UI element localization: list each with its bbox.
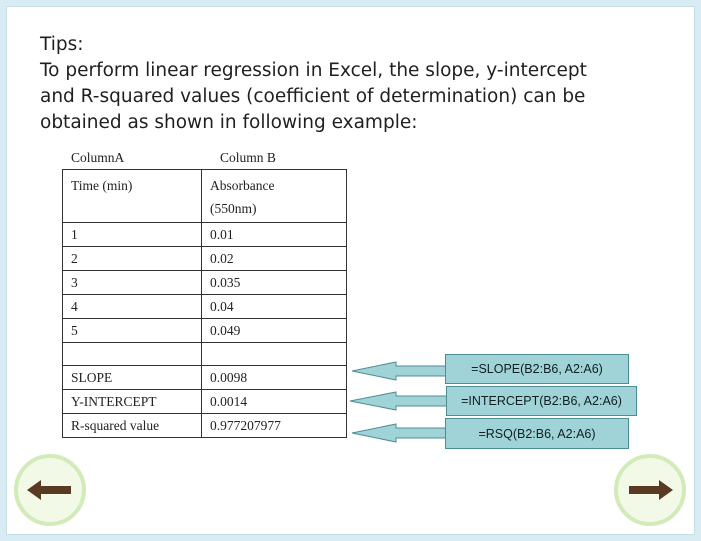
rsq-arrow-icon	[352, 424, 446, 442]
tips-line-3: obtained as shown in following example:	[40, 112, 418, 133]
column-a-label: ColumnA	[71, 150, 125, 165]
left-arrow-icon	[27, 478, 73, 502]
tips-line-1: To perform linear regression in Excel, the slope, y-intercept	[40, 60, 587, 81]
header-absorbance-line1: Absorbance	[210, 178, 275, 193]
slope-formula-box: =SLOPE(B2:B6, A2:A6)	[445, 354, 629, 384]
cell-absorbance: 0.035	[202, 271, 347, 295]
result-value: 0.977207977	[202, 414, 347, 438]
cell-absorbance: 0.049	[202, 319, 347, 343]
header-absorbance-line2: (550nm)	[210, 201, 257, 216]
result-label: R-squared value	[63, 414, 202, 438]
rsq-formula-box: =RSQ(B2:B6, A2:A6)	[445, 418, 629, 449]
intercept-arrow-icon	[350, 392, 448, 410]
cell-absorbance: 0.01	[202, 223, 347, 247]
result-label: Y-INTERCEPT	[63, 390, 202, 414]
previous-button[interactable]	[14, 454, 86, 526]
cell-time: 4	[63, 295, 202, 319]
cell-time: 5	[63, 319, 202, 343]
tips-line-2: and R-squared values (coefficient of determination) can be	[40, 86, 586, 107]
slope-arrow-icon	[352, 362, 446, 380]
header-time: Time (min)	[63, 170, 202, 223]
cell-absorbance: 0.02	[202, 247, 347, 271]
cell-absorbance: 0.04	[202, 295, 347, 319]
tips-heading: Tips:	[40, 34, 84, 55]
right-arrow-icon	[627, 478, 673, 502]
intercept-formula-box: =INTERCEPT(B2:B6, A2:A6)	[446, 386, 637, 416]
cell-time: 2	[63, 247, 202, 271]
result-value: 0.0014	[202, 390, 347, 414]
column-b-label: Column B	[220, 150, 276, 165]
cell-time: 3	[63, 271, 202, 295]
next-button[interactable]	[614, 454, 686, 526]
cell-time: 1	[63, 223, 202, 247]
result-value: 0.0098	[202, 366, 347, 390]
result-label: SLOPE	[63, 366, 202, 390]
